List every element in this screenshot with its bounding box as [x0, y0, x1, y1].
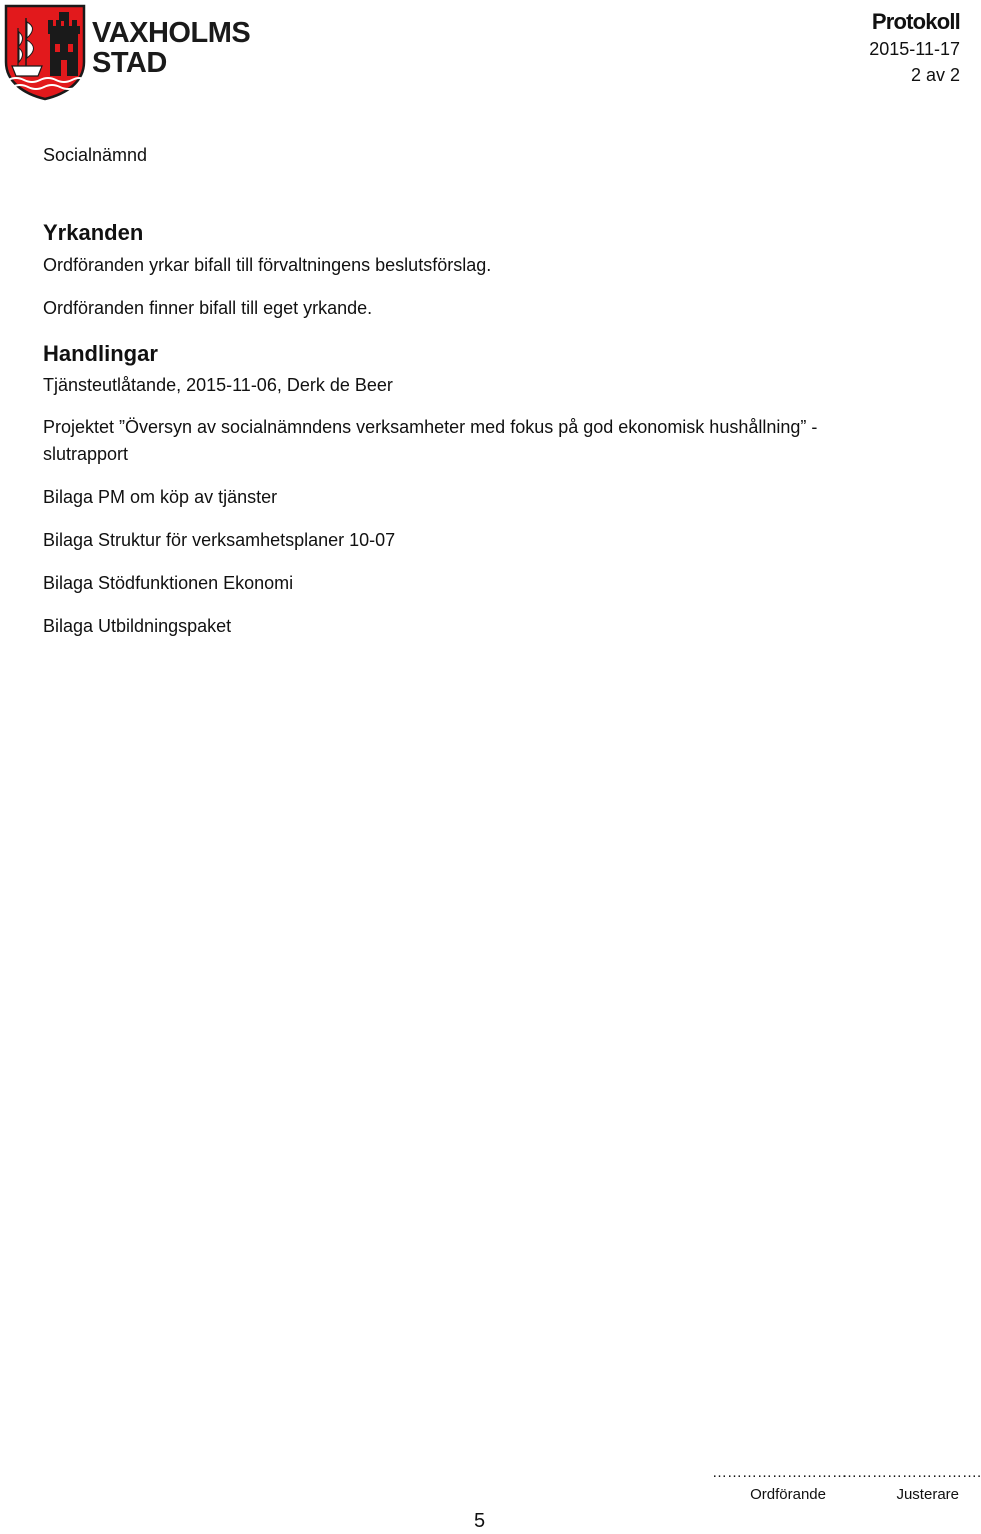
- section-heading-handlingar: Handlingar: [43, 341, 158, 366]
- committee-name: Socialnämnd: [43, 145, 148, 165]
- signature-line: ……………………….: [842, 1464, 981, 1481]
- signer-label-chair: Ordförande: [750, 1486, 826, 1503]
- logo-wordmark: [92, 18, 250, 78]
- coat-of-arms-icon: [4, 4, 86, 100]
- paragraph: Ordföranden yrkar bifall till förvaltningens beslutsförslag.: [43, 255, 492, 275]
- signature-line: ………………………: [712, 1464, 847, 1481]
- document-date: 2015-11-17: [869, 39, 960, 59]
- municipality-logo: [4, 4, 254, 102]
- page-count: 2 av 2: [910, 65, 960, 85]
- document-list-item: Bilaga Utbildningspaket: [43, 616, 232, 636]
- paragraph: Ordföranden finner bifall till eget yrkande.: [43, 298, 373, 318]
- document-list-item: Tjänsteutlåtande, 2015-11-06, Derk de Beer: [43, 375, 393, 395]
- logo-text-line1: VAXHOLMS: [92, 17, 251, 49]
- signature-chair: [712, 1462, 847, 1506]
- document-header-info: [660, 8, 960, 88]
- signer-label-adjuster: Justerare: [896, 1486, 959, 1503]
- document-list-item: Bilaga PM om köp av tjänster: [43, 487, 278, 507]
- page-number: 5: [474, 1510, 486, 1532]
- document-type: Protokoll: [871, 9, 960, 34]
- section-heading-yrkanden: Yrkanden: [43, 220, 144, 245]
- logo-text-line2: STAD: [92, 47, 167, 79]
- signature-adjuster: [842, 1462, 981, 1506]
- document-list-item: Bilaga Stödfunktionen Ekonomi: [43, 573, 294, 593]
- document-list-item: Bilaga Struktur för verksamhetsplaner 10-07: [43, 530, 396, 550]
- document-list-item: Projektet ”Översyn av socialnämndens verksamheter med fokus på god ekonomisk hushållning” - slutrapport: [43, 417, 818, 464]
